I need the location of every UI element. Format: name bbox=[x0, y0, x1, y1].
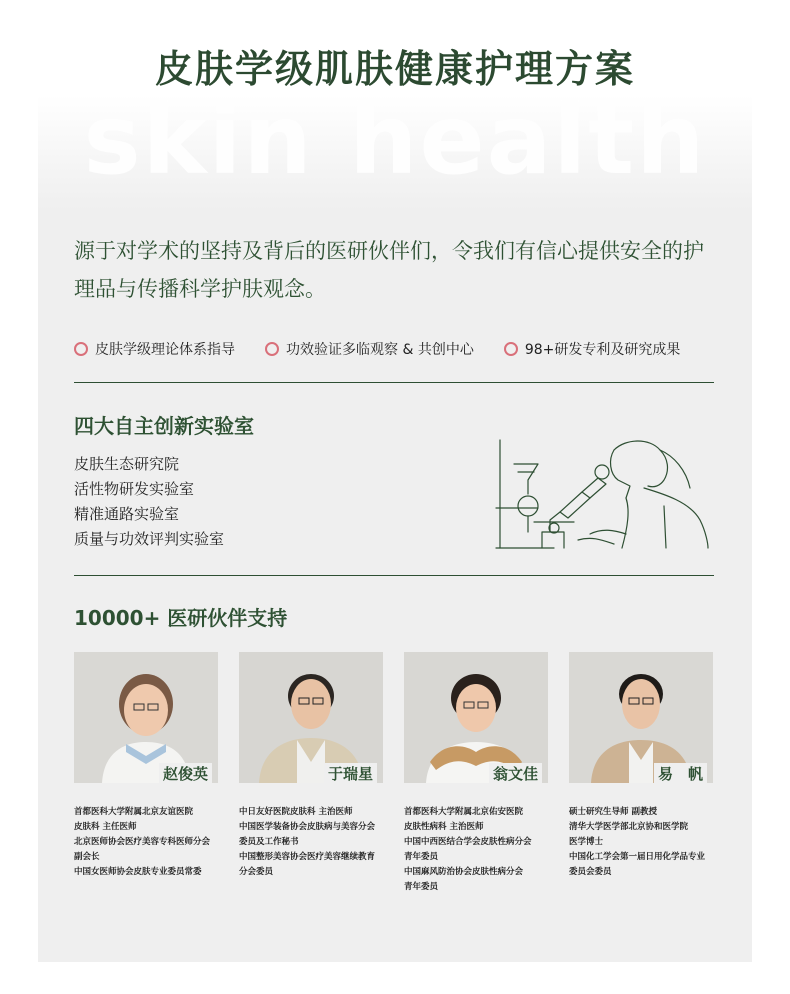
bio-line: 委员会委员 bbox=[569, 867, 612, 877]
ring-bullet-icon bbox=[504, 342, 518, 356]
feature-item bbox=[74, 339, 235, 359]
feature-item bbox=[504, 339, 681, 359]
feature-list bbox=[74, 339, 710, 359]
main-card bbox=[38, 0, 752, 962]
partner-name: 赵俊英 bbox=[159, 763, 212, 783]
bio-line: 青年委员 bbox=[404, 882, 439, 892]
intro-text: 源于对学术的坚持及背后的医研伙伴们，令我们有信心提供安全的护理品与传播科学护肤观念。 bbox=[74, 239, 704, 301]
partner-photo bbox=[404, 652, 548, 783]
partner-list bbox=[74, 652, 713, 895]
divider bbox=[74, 575, 714, 576]
bio-line: 中国整形美容协会医疗美容继续教育 bbox=[239, 852, 376, 862]
partner-photo bbox=[239, 652, 383, 783]
ring-bullet-icon bbox=[74, 342, 88, 356]
partner-photo bbox=[74, 652, 218, 783]
ring-bullet-icon bbox=[265, 342, 279, 356]
feature-item bbox=[265, 339, 474, 359]
bio-line: 硕士研究生导师 副教授 bbox=[569, 807, 657, 817]
bio-line: 皮肤科 主任医师 bbox=[74, 822, 137, 832]
bio-line: 北京医师协会医疗美容专科医师分会 bbox=[74, 837, 211, 847]
bio-line: 副会长 bbox=[74, 852, 100, 862]
bio-line: 中国麻风防治协会皮肤性病分会 bbox=[404, 867, 524, 877]
lab-item: 活性物研发实验室 bbox=[74, 480, 195, 498]
bio-line: 首都医科大学附属北京佑安医院 bbox=[404, 807, 524, 817]
bio-line: 青年委员 bbox=[404, 852, 439, 862]
lab-item: 质量与功效评判实验室 bbox=[74, 530, 225, 548]
partner-bio bbox=[404, 805, 548, 895]
partners-heading: 10000+ 医研伙伴支持 bbox=[74, 606, 288, 630]
lab-item: 精准通路实验室 bbox=[74, 505, 180, 523]
feature-label: 皮肤学级理论体系指导 bbox=[95, 342, 235, 358]
bio-line: 中日友好医院皮肤科 主治医师 bbox=[239, 807, 353, 817]
microscope-lab-illustration bbox=[494, 436, 714, 552]
feature-label: 98+研发专利及研究成果 bbox=[524, 342, 681, 358]
bio-line: 中国女医师协会皮肤专业委员常委 bbox=[74, 867, 202, 877]
partner-card bbox=[404, 652, 548, 895]
bio-line: 中国化工学会第一届日用化学品专业 bbox=[569, 852, 706, 862]
divider bbox=[74, 382, 714, 383]
bio-line: 医学博士 bbox=[569, 837, 604, 847]
partner-bio bbox=[569, 805, 713, 880]
partner-card bbox=[239, 652, 383, 895]
bio-line: 首都医科大学附属北京友谊医院 bbox=[74, 807, 194, 817]
bio-line: 中国中西医结合学会皮肤性病分会 bbox=[404, 837, 532, 847]
labs-list bbox=[74, 452, 224, 552]
watermark-text: skin health bbox=[83, 84, 707, 196]
labs-heading: 四大自主创新实验室 bbox=[74, 414, 254, 438]
partner-name: 易 帆 bbox=[654, 763, 707, 783]
bio-line: 皮肤性病科 主治医师 bbox=[404, 822, 484, 832]
partner-card bbox=[74, 652, 218, 895]
partner-name: 翁文佳 bbox=[489, 763, 542, 783]
feature-label: 功效验证多临观察 & 共创中心 bbox=[286, 342, 474, 358]
partner-photo bbox=[569, 652, 713, 783]
bio-line: 清华大学医学部北京协和医学院 bbox=[569, 822, 689, 832]
lab-item: 皮肤生态研究院 bbox=[74, 455, 180, 473]
partner-bio bbox=[239, 805, 383, 880]
partner-card bbox=[569, 652, 713, 895]
page-title: 皮肤学级肌肤健康护理方案 bbox=[154, 47, 635, 91]
bio-line: 中国医学装备协会皮肤病与美容分会 bbox=[239, 822, 376, 832]
partner-bio bbox=[74, 805, 218, 880]
bio-line: 委员及工作秘书 bbox=[239, 837, 299, 847]
bio-line: 分会委员 bbox=[239, 867, 274, 877]
partner-name: 于瑞星 bbox=[324, 763, 377, 783]
